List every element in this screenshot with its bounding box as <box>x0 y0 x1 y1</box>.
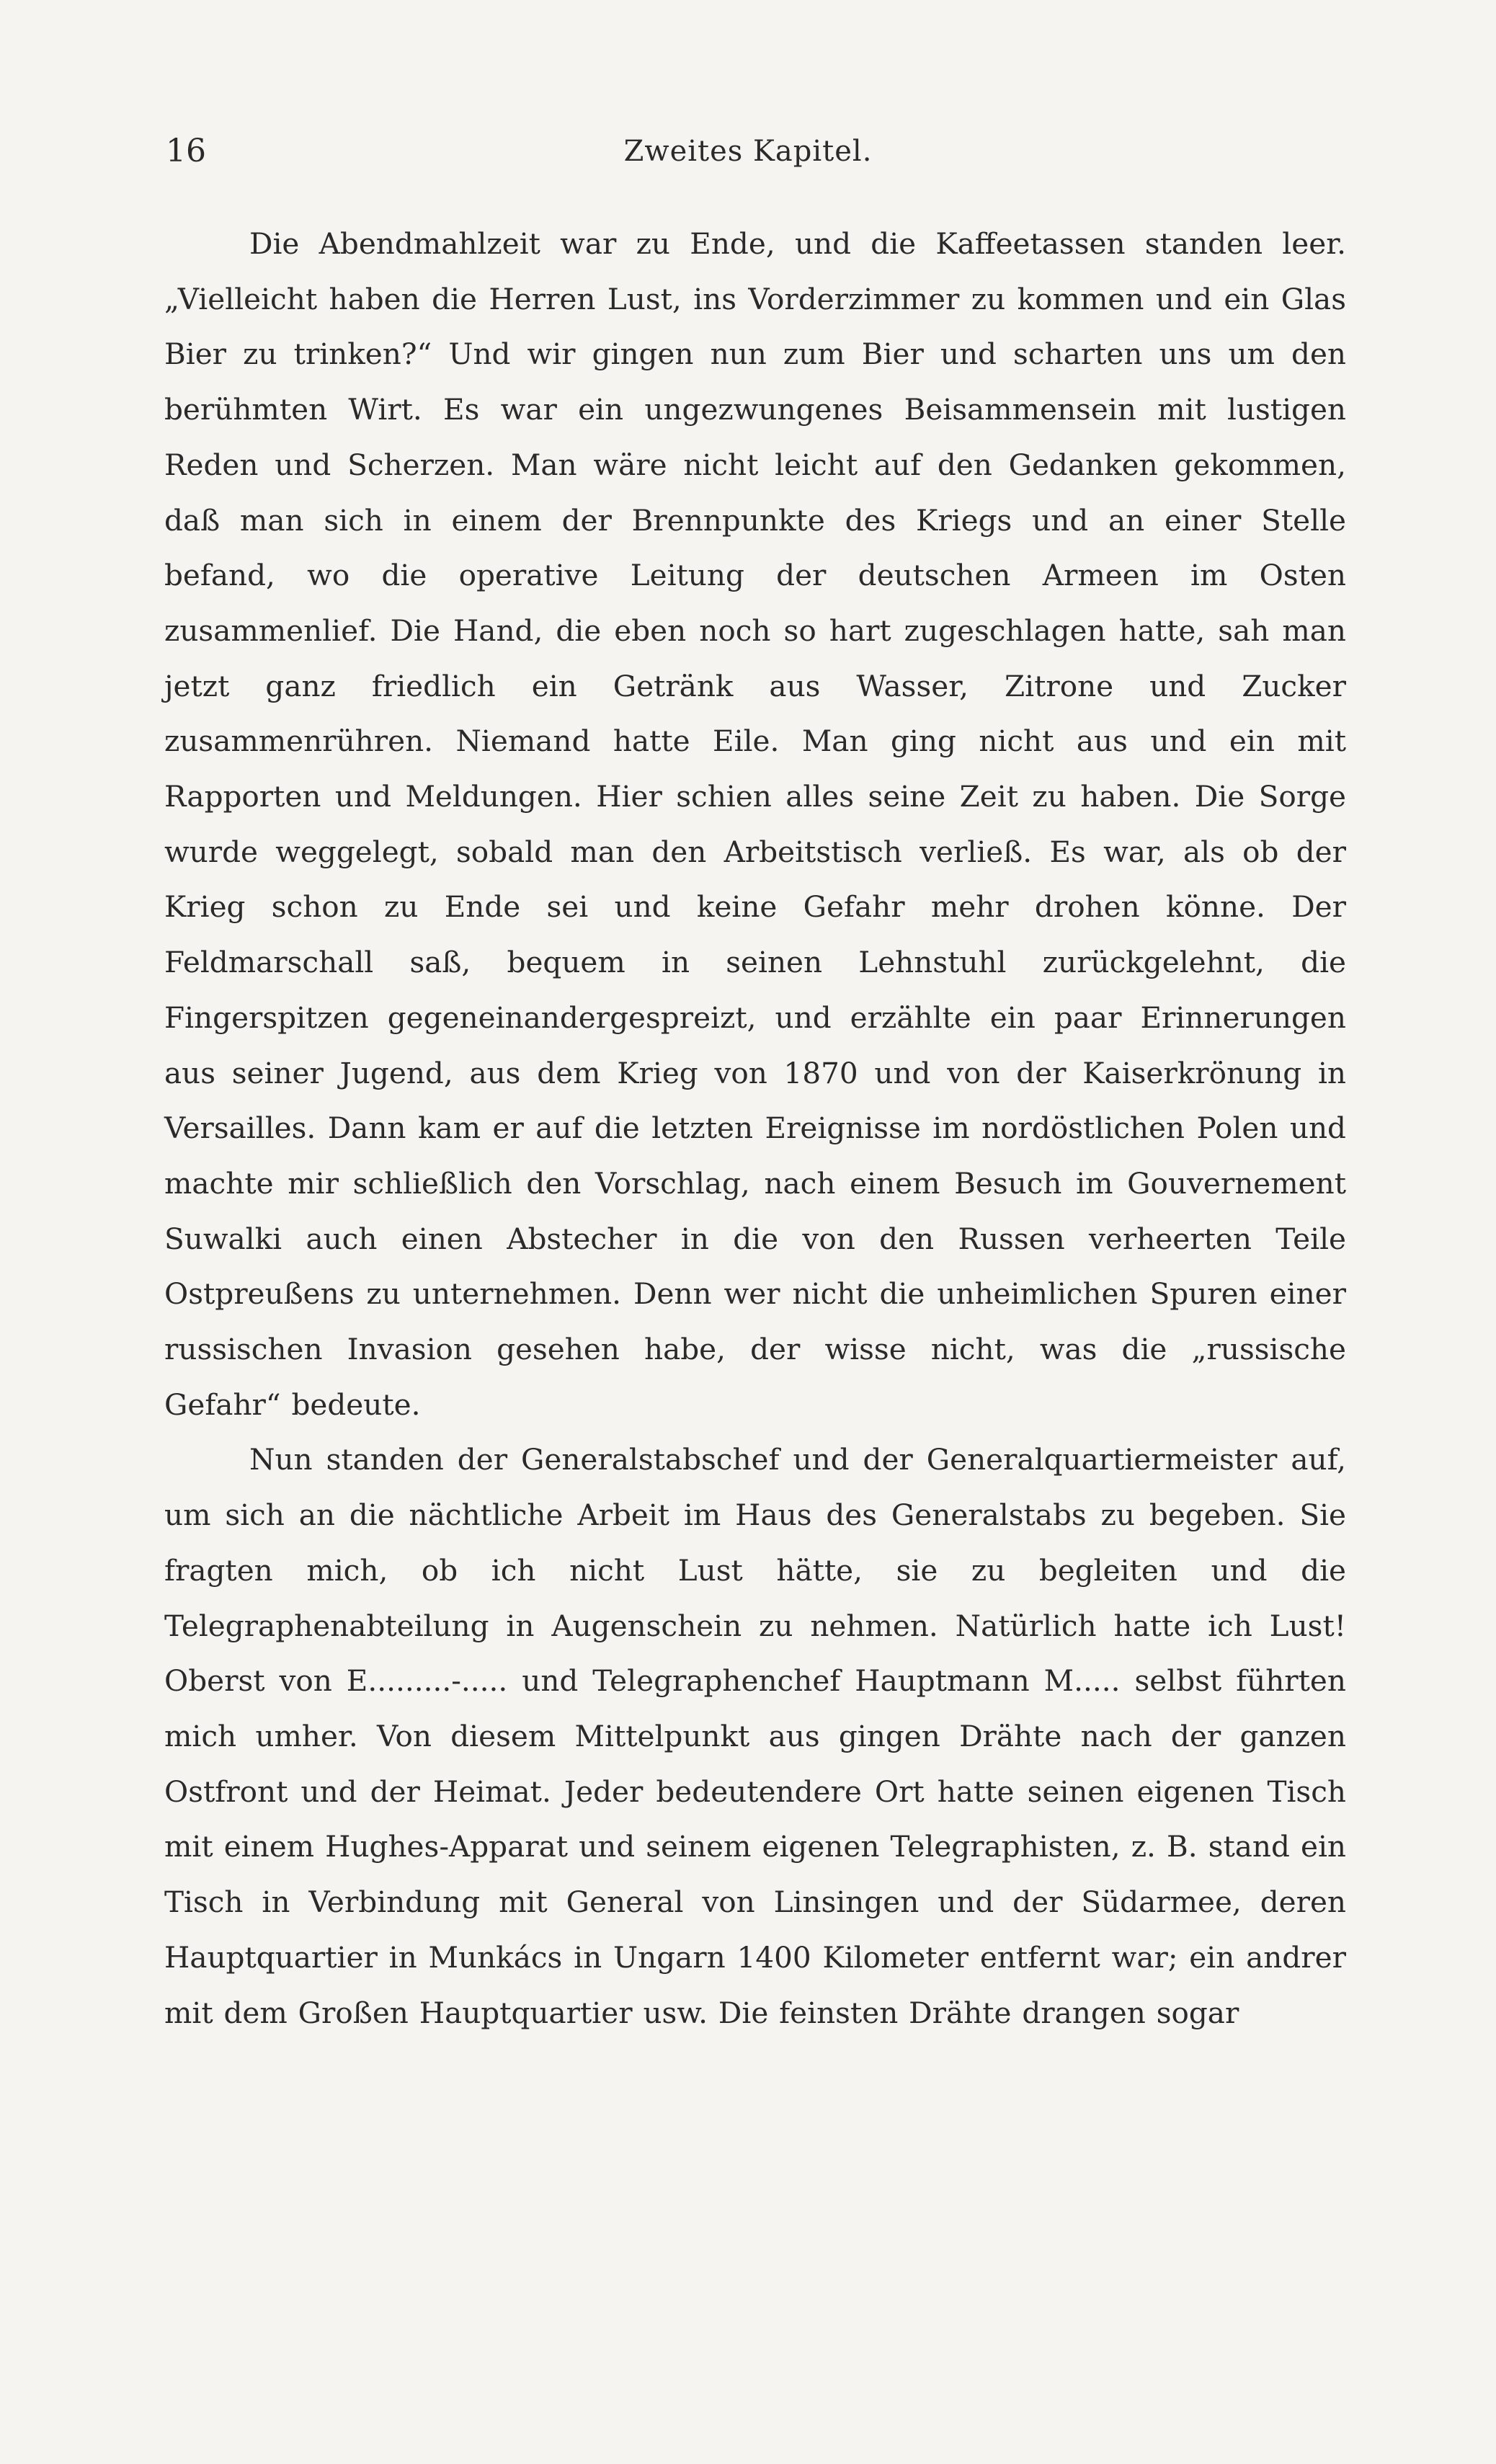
page-number: 16 <box>166 133 206 169</box>
body-text <box>164 216 1346 2040</box>
paragraph-2: Nun standen der Generalstabschef und der Generalquartiermeister auf, um sich an die nächtliche Arbeit im Haus des Generalstabs zu begeben. Sie fragten mich, ob ich nicht Lust hätte, sie zu begleiten und die Telegraphenabteilung in Augenschein zu nehmen. Natürlich hatte ich Lust! Oberst von E.........-..... und Telegraphenchef Hauptmann M..... selbst führten mich umher. Von diesem Mittelpunkt aus gingen Drähte nach der ganzen Ostfront und der Heimat. Jeder bedeutendere Ort hatte seinen eigenen Tisch mit einem Hughes-Apparat und seinem eigenen Telegraphisten, z. B. stand ein Tisch in Verbindung mit General von Linsingen und der Südarmee, deren Hauptquartier in Munkács in Ungarn 1400 Kilometer entfernt war; ein andrer mit dem Großen Hauptquartier usw. Die feinsten Drähte drangen sogar <box>164 1442 1346 2030</box>
running-head: Zweites Kapitel. <box>623 135 873 168</box>
paragraph-1: Die Abendmahlzeit war zu Ende, und die Kaffeetassen standen leer. „Vielleicht haben die Herren Lust, ins Vorderzimmer zu kommen und ein Glas Bier zu trinken?“ Und wir gingen nun zum Bier und scharten uns um den berühmten Wirt. Es war ein ungezwungenes Beisammensein mit lustigen Reden und Scherzen. Man wäre nicht leicht auf den Gedanken gekommen, daß man sich in einem der Brennpunkte des Kriegs und an einer Stelle befand, wo die operative Leitung der deutschen Armeen im Osten zusammenlief. Die Hand, die eben noch so hart zugeschlagen hatte, sah man jetzt ganz friedlich ein Getränk aus Wasser, Zitrone und Zucker zusammenrühren. Niemand hatte Eile. Man ging nicht aus und ein mit Rapporten und Meldungen. Hier schien alles seine Zeit zu haben. Die Sorge wurde weggelegt, sobald man den Arbeitstisch verließ. Es war, als ob der Krieg schon zu Ende sei und keine Gefahr mehr drohen könne. Der Feldmarschall saß, bequem in seinen Lehnstuhl zurückgelehnt, die Fingerspitzen gegeneinandergespreizt, und erzählte ein paar Erinnerungen aus seiner Jugend, aus dem Krieg von 1870 und von der Kaiserkrönung in Versailles. Dann kam er auf die letzten Ereignisse im nordöstlichen Polen und machte mir schließlich den Vorschlag, nach einem Besuch im Gouvernement Suwalki auch einen Abstecher in die von den Russen verheerten Teile Ostpreußens zu unternehmen. Denn wer nicht die unheimlichen Spuren einer russischen Invasion gesehen habe, der wisse nicht, was die „russische Gefahr“ bedeute. <box>164 226 1346 1422</box>
